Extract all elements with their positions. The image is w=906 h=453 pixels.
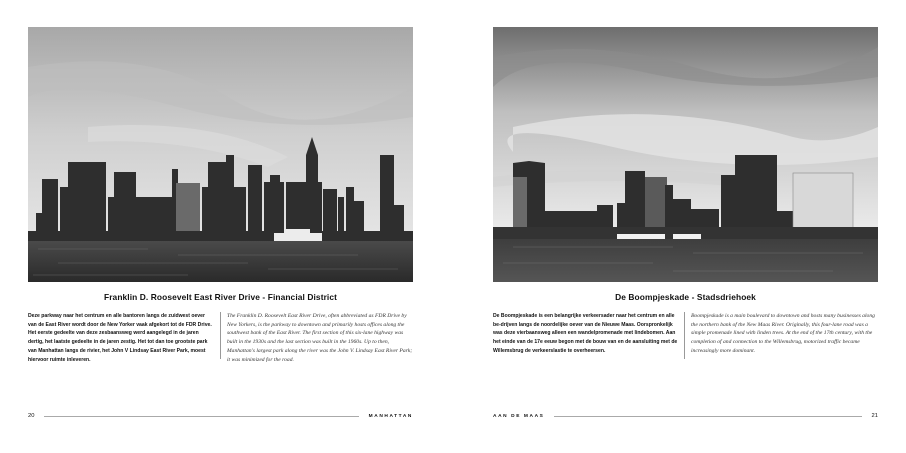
chapter-title: AAN DE MAAS (493, 413, 545, 419)
footer-rule (44, 416, 358, 417)
manhattan-skyline-photo (28, 27, 413, 282)
page-number: 20 (28, 413, 35, 419)
photo-caption: Franklin D. Roosevelt East River Drive - Financial District (103, 292, 338, 302)
rotterdam-skyline-image (493, 27, 878, 282)
dutch-paragraph: De Boompjeskade is een belangrijke verkeersader naar het centrum en alle be-drijven langs de noordelijke oever van de Nieuwe Maas. Oorspronkelijk was deze vierbaansweg alleen een wandelpromenade met lindebomen. Aan het einde van de 17e eeuw begon met de bouw van en de aansluiting met de Willemsbrug de verkeerslastie te overheersen. (493, 313, 678, 354)
english-paragraph: Boompjeskade is a main boulevard to downtown and hosts many businesses along the northern bank of the New Maas River. Originally, this four-lane road was a simple promenade lined with linden trees. At the end of the 17th century, with the completion of and connection to the Willemsbrug, motorized traffic became increasingly more dominant. (691, 313, 875, 354)
column-divider (684, 312, 685, 359)
page-number: 21 (871, 413, 878, 419)
dutch-paragraph: Deze parkway naar het centrum en alle bantoren langs de zuidwest oever van de East River wordt door de New Yorker vaak afgekort tot de FDR Drive. Het eerste gedeelte van deze zesbaansweg werd aangelegd in de jaren dertig, het laatste gedeelte in de jaren zestig. Het tot dan toe grootste park van Manhattan langs de rivier, het John V Lindsay East River Park, moest hiervoor ruimte inleveren. (28, 313, 212, 363)
chapter-title: MANHATTAN (368, 413, 413, 419)
manhattan-skyline-image (28, 27, 413, 282)
column-divider (220, 312, 221, 359)
english-paragraph: The Franklin D. Roosevelt East River Drive, often abbreviated as FDR Drive by New Yorkers, is the parkway to downtown and primarily hosts offices along the southwest bank of the East River. The first section of this six-lane highway was built in the 1930s and the last section was built in the 1960s. Up to then, Manhattan's largest park along the river was the John V. Lindsay East River Park; it was minimized for the road. (227, 313, 413, 363)
right-page (453, 0, 906, 453)
page-footer (28, 411, 413, 421)
rotterdam-skyline-photo (493, 27, 878, 282)
page-footer (493, 411, 878, 421)
footer-rule (554, 416, 861, 417)
photo-caption: De Boompjeskade - Stadsdriehoek (615, 292, 756, 302)
